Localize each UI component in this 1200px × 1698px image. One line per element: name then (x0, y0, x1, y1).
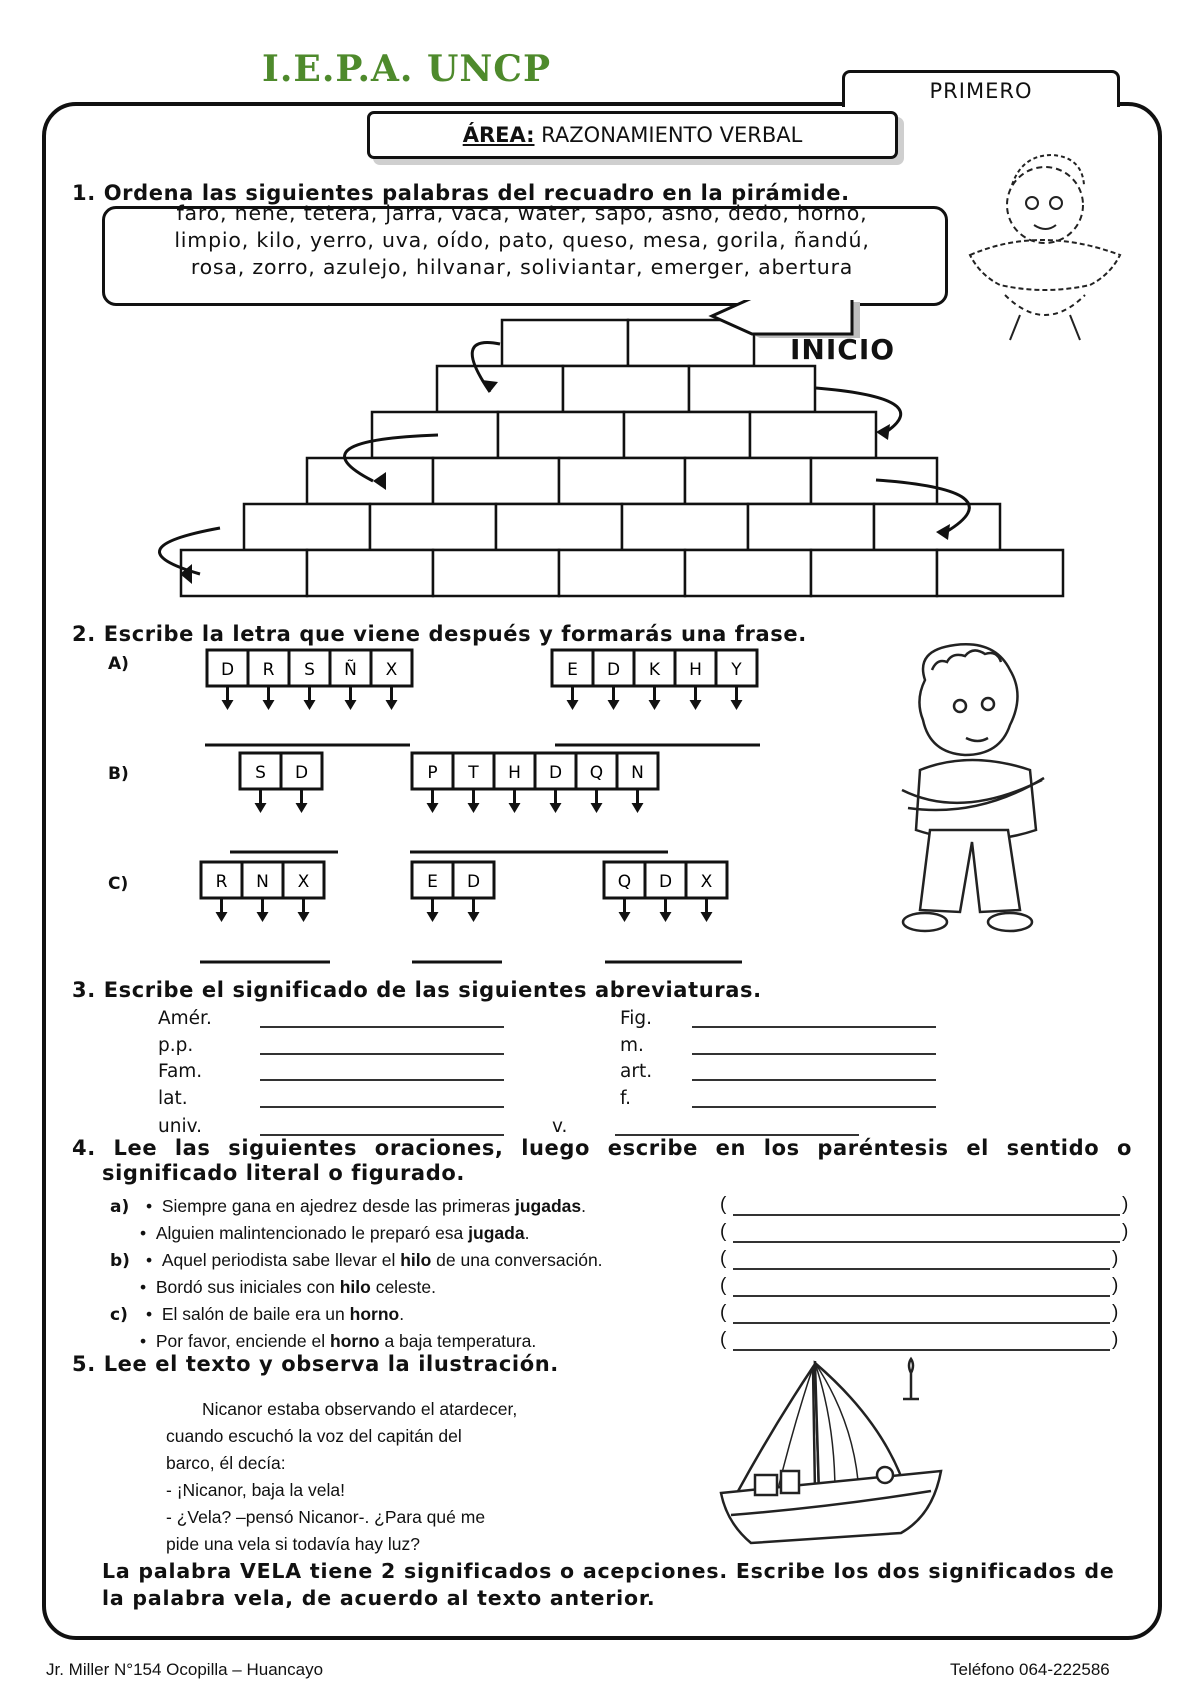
item-letter: a) (110, 1197, 130, 1217)
item-letter: b) (110, 1251, 130, 1271)
row-label-a: A) (108, 654, 129, 674)
open-paren: ( (720, 1248, 727, 1269)
answer-line[interactable] (733, 1241, 1120, 1243)
area-name: RAZONAMIENTO VERBAL (534, 123, 803, 147)
down-arrow-head (701, 912, 713, 922)
down-arrow-head (386, 700, 398, 710)
sentence-item (140, 1277, 436, 1298)
letter-box-letter: D (294, 763, 309, 783)
story-text (166, 1396, 517, 1558)
sentence-text: celeste. (370, 1277, 437, 1297)
down-arrow-head (632, 803, 644, 813)
sentence-item (140, 1223, 529, 1244)
story-line: barco, él decía: (166, 1453, 286, 1473)
meaning-line[interactable] (260, 1079, 504, 1081)
sentence-item (146, 1196, 586, 1217)
letter-box-letter: D (466, 872, 481, 892)
abbreviation: univ. (158, 1116, 202, 1137)
letter-box-letter: P (427, 763, 438, 783)
abbreviation: lat. (158, 1088, 188, 1109)
meaning-line[interactable] (692, 1026, 936, 1028)
sentence-text: . (581, 1196, 586, 1216)
q3-title: 3. Escribe el significado de las siguientes abreviaturas. (72, 978, 762, 1002)
letter-box-letter: Q (617, 872, 632, 892)
q4-title-line1: 4. Lee las siguientes oraciones, luego escribe en los paréntesis el sentido o (72, 1136, 1132, 1160)
bullet: • (140, 1277, 156, 1297)
sentence-text: a baja temperatura. (379, 1331, 537, 1351)
down-arrow-head (591, 803, 603, 813)
footer-phone: Teléfono 064-222586 (950, 1660, 1110, 1679)
item-letter: c) (110, 1305, 128, 1325)
letter-box-letter: D (548, 763, 563, 783)
answer-line[interactable] (733, 1214, 1120, 1216)
start-label: INICIO (790, 333, 896, 366)
footer-address: Jr. Miller N°154 Ocopilla – Huancayo (46, 1660, 324, 1679)
open-paren: ( (720, 1302, 727, 1323)
close-paren: ) (1122, 1194, 1129, 1215)
down-arrow-head (304, 700, 316, 710)
abbreviation: Fam. (158, 1061, 203, 1082)
sentence-text: Siempre gana en ajedrez desde las primeras (161, 1196, 515, 1216)
word-line: rosa, zorro, azulejo, hilvanar, soliviantar, emerger, abertura (190, 255, 854, 279)
bullet: • (140, 1223, 156, 1243)
meaning-line[interactable] (692, 1079, 936, 1081)
letter-box-letter: S (304, 660, 315, 680)
letter-box-letter: Y (731, 660, 742, 680)
letter-box-letter: H (508, 763, 521, 783)
letter-box-letter: E (567, 660, 578, 680)
abbreviation: art. (620, 1061, 653, 1082)
open-paren: ( (720, 1221, 727, 1242)
letter-box-letter: R (215, 872, 228, 892)
letter-box-letter: R (262, 660, 275, 680)
story-line: - ¡Nicanor, baja la vela! (166, 1480, 345, 1500)
meaning-line[interactable] (692, 1106, 936, 1108)
answer-line[interactable] (733, 1349, 1110, 1351)
letter-box-letter: Q (589, 763, 604, 783)
row-label-b: B) (108, 764, 129, 784)
down-arrow-head (255, 803, 267, 813)
letter-box-letter: X (297, 872, 310, 892)
word-line: limpio, kilo, yerro, uva, oído, pato, queso, mesa, gorila, ñandú, (174, 228, 870, 252)
sentence-text: El salón de baile era un (161, 1304, 350, 1324)
letter-box-letter: T (468, 763, 479, 783)
letter-box-letter: H (689, 660, 702, 680)
letter-box-letter: X (700, 872, 713, 892)
meaning-line[interactable] (260, 1026, 504, 1028)
story-line: cuando escuchó la voz del capitán del (166, 1426, 462, 1446)
bullet: • (146, 1196, 162, 1216)
q5-title: 5. Lee el texto y observa la ilustración. (72, 1352, 559, 1376)
letter-box-letter: Ñ (344, 660, 357, 680)
letter-box-letter: S (255, 763, 266, 783)
abbreviation: f. (620, 1088, 632, 1109)
letter-box-letter: D (606, 660, 621, 680)
down-arrow-head (468, 803, 480, 813)
sentence-text: de una conversación. (431, 1250, 603, 1270)
sentence-item (146, 1304, 404, 1325)
down-arrow-head (608, 700, 620, 710)
letter-box-letter: N (256, 872, 269, 892)
q4-title-line2: significado literal o figurado. (102, 1161, 465, 1185)
down-arrow-head (567, 700, 579, 710)
answer-line[interactable] (733, 1322, 1110, 1324)
school-name: I.E.P.A. UNCP (262, 48, 552, 90)
meaning-line[interactable] (260, 1106, 504, 1108)
key-word: horno (349, 1304, 400, 1324)
close-paren: ) (1112, 1275, 1119, 1296)
abbreviation: Amér. (158, 1008, 212, 1029)
sentence-text: . (524, 1223, 530, 1243)
sentence-item (140, 1331, 536, 1352)
word-line: faro, nene, tetera, jarra, vaca, water, sapo, asno, dedo, horno, (176, 201, 868, 225)
sentence-text: . (399, 1304, 405, 1324)
answer-line[interactable] (733, 1295, 1110, 1297)
sailboat-illustration (715, 1355, 955, 1555)
q2-title: 2. Escribe la letra que viene después y formarás una frase. (72, 622, 807, 646)
down-arrow-head (216, 912, 228, 922)
abbreviation: v. (552, 1116, 568, 1137)
q5-instruction: La palabra VELA tiene 2 significados o acepciones. Escribe los dos significados de la palabra vela, de acuerdo al texto anterior. (102, 1559, 1115, 1610)
open-paren: ( (720, 1329, 727, 1350)
letter-box-letter: E (427, 872, 438, 892)
sentence-text: Alguien malintencionado le preparó esa (155, 1223, 469, 1243)
close-paren: ) (1112, 1329, 1119, 1350)
key-word: horno (330, 1331, 380, 1351)
down-arrow-head (550, 803, 562, 813)
close-paren: ) (1112, 1302, 1119, 1323)
open-paren: ( (720, 1194, 727, 1215)
down-arrow-head (222, 700, 234, 710)
story-line: Nicanor estaba observando el atardecer, (202, 1399, 518, 1419)
sentence-text: Bordó sus iniciales con (155, 1277, 340, 1297)
boy-crossed-arms-illustration (880, 640, 1060, 940)
down-arrow-head (427, 803, 439, 813)
row-label-c: C) (108, 874, 129, 894)
story-line: pide una vela si todavía hay luz? (166, 1534, 420, 1554)
area-label: ÁREA: (462, 123, 535, 147)
down-arrow-head (345, 700, 357, 710)
letter-box-letter: D (658, 872, 673, 892)
key-word: jugada (468, 1223, 525, 1243)
sentence-text: Por favor, enciende el (155, 1331, 330, 1351)
answer-line[interactable] (733, 1268, 1110, 1270)
down-arrow-head (296, 803, 308, 813)
down-arrow-head (263, 700, 275, 710)
down-arrow-head (509, 803, 521, 813)
down-arrow-head (619, 912, 631, 922)
close-paren: ) (1112, 1248, 1119, 1269)
sentence-text: Aquel periodista sabe llevar el (161, 1250, 401, 1270)
key-word: hilo (339, 1277, 371, 1297)
key-word: jugadas (514, 1196, 582, 1216)
abbreviation: m. (620, 1035, 644, 1056)
letter-box-letter: D (220, 660, 235, 680)
down-arrow-head (660, 912, 672, 922)
open-paren: ( (720, 1275, 727, 1296)
close-paren: ) (1122, 1221, 1129, 1242)
sentence-item (146, 1250, 603, 1271)
letter-box-letter: N (631, 763, 644, 783)
grade-tab: PRIMERO (842, 70, 1120, 107)
meaning-line[interactable] (260, 1053, 504, 1055)
q1-title: 1. Ordena las siguientes palabras del recuadro en la pirámide. (72, 181, 850, 205)
down-arrow-head (257, 912, 269, 922)
down-arrow-head (731, 700, 743, 710)
bullet: • (146, 1304, 162, 1324)
letter-box-letter: K (648, 660, 661, 680)
down-arrow-head (427, 912, 439, 922)
abbreviation: Fig. (620, 1008, 653, 1029)
down-arrow-head (298, 912, 310, 922)
down-arrow-head (649, 700, 661, 710)
bullet: • (146, 1250, 162, 1270)
down-arrow-head (468, 912, 480, 922)
story-line: - ¿Vela? –pensó Nicanor-. ¿Para qué me (166, 1507, 486, 1527)
meaning-line[interactable] (692, 1053, 936, 1055)
bullet: • (140, 1331, 156, 1351)
abbreviation: p.p. (158, 1035, 194, 1056)
key-word: hilo (400, 1250, 432, 1270)
down-arrow-head (690, 700, 702, 710)
letter-box-letter: X (385, 660, 398, 680)
